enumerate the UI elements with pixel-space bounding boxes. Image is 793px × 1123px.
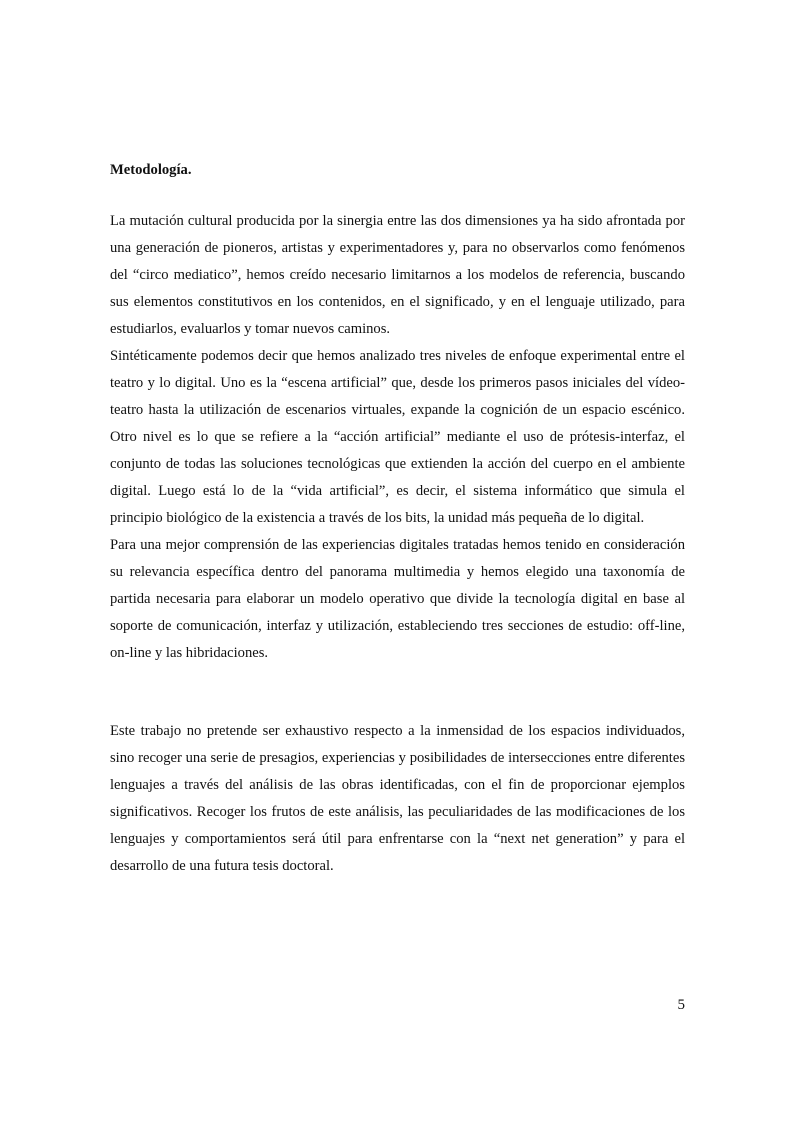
- section-heading: Metodología.: [110, 162, 192, 178]
- paragraph-niveles-enfoque: Sintéticamente podemos decir que hemos analizado tres niveles de enfoque experimental entre el teatro y lo digital. Uno es la “escena artificial” que, desde los primeros pasos iniciales del vídeo-teatro hasta la utilización de escenarios virtuales, expande la cognición de un espacio escénico. Otro nivel es lo que se refiere a la “acción artificial” mediante el uso de prótesis-interfaz, el conjunto de todas las soluciones tecnológicas que extienden la acción del cuerpo en el ambiente digital. Luego está lo de la “vida artificial”, es decir, el sistema informático que simula el principio biológico de la existencia a través de los bits, la unidad más pequeña de lo digital.: [110, 348, 685, 526]
- page-number: 5: [677, 997, 685, 1013]
- paragraph-comprension-experiencias: Para una mejor comprensión de las experiencias digitales tratadas hemos tenido en consideración su relevancia específica dentro del panorama multimedia y hemos elegido una taxonomía de partida necesaria para elaborar un modelo operativo que divide la tecnología digital en base al soporte de comunicación, interfaz y utilización, estableciendo tres secciones de estudio: off-line, on-line y las hibridaciones.: [110, 537, 685, 661]
- body-text-block-2: [110, 718, 685, 880]
- body-text-block-1: [110, 208, 685, 667]
- paragraph-mutacion-cultural: La mutación cultural producida por la sinergia entre las dos dimensiones ya ha sido afrontada por una generación de pioneros, artistas y experimentadores y, para no observarlos como fenómenos del “circo mediatico”, hemos creído necesario limitarnos a los modelos de referencia, buscando sus elementos constitutivos en los contenidos, en el significado, y en el lenguaje utilizado, para estudiarlos, evaluarlos y tomar nuevos caminos.: [110, 213, 685, 337]
- paragraph-trabajo-exhaustivo: Este trabajo no pretende ser exhaustivo respecto a la inmensidad de los espacios individuados, sino recoger una serie de presagios, experiencias y posibilidades de intersecciones entre diferentes lenguajes a través del análisis de las obras identificadas, con el fin de proporcionar ejemplos significativos. Recoger los frutos de este análisis, las peculiaridades de las modificaciones de los lenguajes y comportamientos será útil para enfrentarse con la “next net generation” y para el desarrollo de una futura tesis doctoral.: [110, 723, 685, 874]
